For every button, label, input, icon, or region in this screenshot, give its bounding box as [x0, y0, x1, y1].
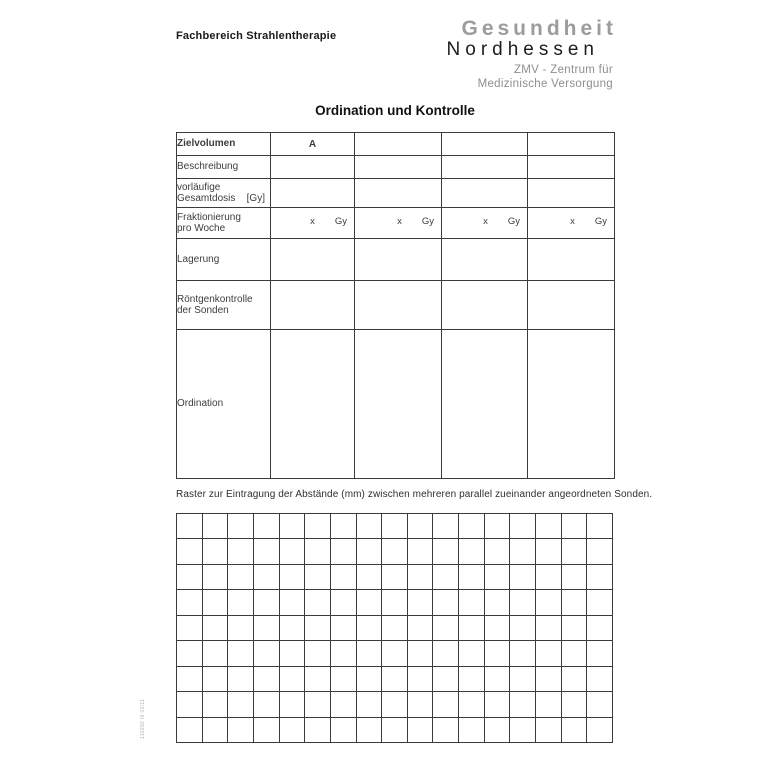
zielvolumen-label: Zielvolumen — [177, 133, 271, 156]
raster-cell — [331, 539, 357, 564]
raster-caption: Raster zur Eintragung der Abstände (mm) zwischen mehreren parallel zueinander angeordneten Sonden. — [176, 489, 653, 500]
ordination-table — [176, 132, 615, 479]
raster-cell — [177, 616, 203, 641]
raster-cell — [280, 590, 306, 615]
raster-cell — [254, 718, 280, 743]
raster-cell — [510, 692, 536, 717]
raster-cell — [587, 718, 613, 743]
raster-cell — [203, 616, 229, 641]
ordination-cell-b — [355, 330, 442, 479]
gesamtdosis-cell-d — [528, 179, 615, 208]
raster-cell — [536, 616, 562, 641]
raster-cell — [459, 565, 485, 590]
raster-cell — [254, 692, 280, 717]
raster-cell — [203, 565, 229, 590]
raster-cell — [228, 514, 254, 539]
raster-cell — [587, 641, 613, 666]
raster-cell — [510, 565, 536, 590]
raster-cell — [459, 692, 485, 717]
raster-cell — [228, 590, 254, 615]
row-ordination — [177, 330, 615, 479]
roentgenkontrolle-label — [177, 281, 271, 330]
raster-cell — [459, 667, 485, 692]
raster-cell — [357, 692, 383, 717]
raster-cell — [280, 514, 306, 539]
raster-cell — [228, 641, 254, 666]
raster-cell — [254, 641, 280, 666]
raster-cell — [485, 641, 511, 666]
raster-cell — [331, 641, 357, 666]
raster-cell — [331, 692, 357, 717]
raster-cell — [510, 718, 536, 743]
raster-cell — [433, 565, 459, 590]
raster-cell — [433, 718, 459, 743]
raster-cell — [408, 565, 434, 590]
raster-cell — [459, 616, 485, 641]
raster-cell — [305, 514, 331, 539]
raster-grid — [176, 513, 613, 743]
beschreibung-cell-d — [528, 156, 615, 179]
raster-cell — [485, 616, 511, 641]
raster-cell — [177, 514, 203, 539]
logo-nordhessen: Nordhessen — [446, 39, 599, 61]
raster-cell — [305, 565, 331, 590]
gesamtdosis-cell-b — [355, 179, 442, 208]
raster-cell — [382, 718, 408, 743]
raster-cell — [433, 616, 459, 641]
raster-cell — [228, 692, 254, 717]
fraktionierung-label-line1: Fraktionierung — [177, 211, 241, 223]
raster-cell — [382, 539, 408, 564]
raster-cell — [562, 590, 588, 615]
frak-x-label-b: x — [397, 215, 402, 227]
raster-cell — [382, 641, 408, 666]
logo-zmv-line: ZMV - Zentrum für — [513, 63, 613, 76]
gesamtdosis-label-line2 — [177, 193, 270, 205]
raster-cell — [408, 692, 434, 717]
raster-cell — [536, 565, 562, 590]
roentgenkontrolle-cell-d — [528, 281, 615, 330]
raster-cell — [587, 590, 613, 615]
raster-cell — [357, 718, 383, 743]
lagerung-cell-c — [442, 239, 528, 281]
row-gesamtdosis — [177, 179, 615, 208]
raster-cell — [280, 565, 306, 590]
frak-gy-label-d: Gy — [594, 215, 607, 227]
row-zielvolumen — [177, 133, 615, 156]
raster-cell — [254, 539, 280, 564]
raster-cell — [305, 590, 331, 615]
frak-gy-label-c: Gy — [507, 215, 520, 227]
ordination-label: Ordination — [177, 330, 271, 479]
lagerung-cell-a — [271, 239, 355, 281]
raster-cell — [305, 641, 331, 666]
raster-cell — [459, 641, 485, 666]
raster-cell — [408, 667, 434, 692]
ordination-cell-c — [442, 330, 528, 479]
raster-cell — [485, 590, 511, 615]
raster-cell — [331, 514, 357, 539]
raster-cell — [228, 565, 254, 590]
raster-cell — [536, 718, 562, 743]
raster-cell — [510, 641, 536, 666]
frak-gy-label-b: Gy — [421, 215, 434, 227]
raster-cell — [254, 616, 280, 641]
raster-cell — [280, 718, 306, 743]
roentgenkontrolle-cell-b — [355, 281, 442, 330]
beschreibung-cell-c — [442, 156, 528, 179]
raster-cell — [382, 565, 408, 590]
raster-cell — [382, 514, 408, 539]
raster-cell — [536, 692, 562, 717]
gesamtdosis-unit: [Gy] — [246, 193, 265, 204]
raster-cell — [485, 667, 511, 692]
raster-cell — [254, 590, 280, 615]
logo-versorgung-line: Medizinische Versorgung — [477, 78, 613, 90]
raster-cell — [485, 539, 511, 564]
raster-cell — [357, 590, 383, 615]
roentgenkontrolle-cell-c — [442, 281, 528, 330]
raster-cell — [331, 565, 357, 590]
raster-cell — [305, 616, 331, 641]
gesamtdosis-cell-c — [442, 179, 528, 208]
raster-cell — [510, 667, 536, 692]
raster-cell — [485, 718, 511, 743]
form-title: Ordination und Kontrolle — [315, 103, 475, 118]
raster-cell — [562, 616, 588, 641]
raster-cell — [203, 667, 229, 692]
raster-cell — [203, 641, 229, 666]
raster-cell — [203, 539, 229, 564]
raster-cell — [587, 539, 613, 564]
raster-cell — [177, 641, 203, 666]
raster-cell — [536, 514, 562, 539]
raster-cell — [587, 514, 613, 539]
logo-gesundheit: Gesundheit — [461, 17, 617, 40]
raster-cell — [203, 692, 229, 717]
raster-cell — [536, 590, 562, 615]
raster-cell — [280, 641, 306, 666]
zielvolumen-cell-d — [528, 133, 615, 156]
raster-cell — [228, 616, 254, 641]
raster-cell — [485, 565, 511, 590]
raster-cell — [587, 692, 613, 717]
raster-cell — [305, 539, 331, 564]
raster-cell — [203, 590, 229, 615]
raster-cell — [587, 667, 613, 692]
frak-x-label-d: x — [570, 215, 575, 227]
raster-cell — [357, 667, 383, 692]
zielvolumen-cell-a: A — [271, 133, 355, 156]
raster-cell — [382, 616, 408, 641]
row-beschreibung — [177, 156, 615, 179]
raster-cell — [177, 565, 203, 590]
raster-cell — [485, 514, 511, 539]
raster-cell — [562, 718, 588, 743]
raster-cell — [562, 692, 588, 717]
raster-cell — [177, 590, 203, 615]
raster-cell — [177, 539, 203, 564]
lagerung-label: Lagerung — [177, 239, 271, 281]
raster-cell — [254, 667, 280, 692]
fraktionierung-label — [177, 208, 271, 239]
raster-cell — [408, 616, 434, 641]
raster-cell — [382, 692, 408, 717]
gesamtdosis-label — [177, 179, 271, 208]
roentgenkontrolle-label-line2: der Sonden — [177, 305, 229, 316]
gesamtdosis-word: Gesamtdosis — [177, 193, 236, 204]
raster-cell — [536, 539, 562, 564]
raster-cell — [562, 565, 588, 590]
raster-cell — [382, 667, 408, 692]
raster-cell — [254, 514, 280, 539]
raster-cell — [562, 514, 588, 539]
raster-cell — [203, 718, 229, 743]
raster-cell — [357, 565, 383, 590]
ordination-cell-d — [528, 330, 615, 479]
roentgenkontrolle-label-line1: Röntgenkontrolle — [177, 293, 253, 305]
zielvolumen-cell-c — [442, 133, 528, 156]
row-fraktionierung — [177, 208, 615, 239]
raster-cell — [357, 616, 383, 641]
raster-cell — [408, 590, 434, 615]
raster-cell — [331, 667, 357, 692]
raster-cell — [562, 667, 588, 692]
raster-cell — [408, 641, 434, 666]
raster-cell — [357, 514, 383, 539]
raster-cell — [433, 514, 459, 539]
raster-cell — [536, 667, 562, 692]
raster-cell — [536, 641, 562, 666]
raster-cell — [433, 641, 459, 666]
gesamtdosis-cell-a — [271, 179, 355, 208]
raster-cell — [254, 565, 280, 590]
beschreibung-label: Beschreibung — [177, 156, 271, 179]
raster-cell — [280, 616, 306, 641]
raster-cell — [408, 718, 434, 743]
fraktionierung-label-line2: pro Woche — [177, 223, 226, 234]
beschreibung-cell-b — [355, 156, 442, 179]
raster-cell — [280, 667, 306, 692]
raster-cell — [280, 692, 306, 717]
raster-cell — [382, 590, 408, 615]
company-logo — [446, 17, 617, 91]
raster-cell — [203, 514, 229, 539]
raster-cell — [433, 590, 459, 615]
raster-cell — [459, 590, 485, 615]
ordination-cell-a — [271, 330, 355, 479]
raster-cell — [562, 539, 588, 564]
raster-cell — [510, 539, 536, 564]
raster-cell — [459, 539, 485, 564]
fraktionierung-cell-a — [271, 208, 355, 239]
lagerung-cell-d — [528, 239, 615, 281]
raster-cell — [305, 692, 331, 717]
roentgenkontrolle-cell-a — [271, 281, 355, 330]
raster-cell — [228, 718, 254, 743]
fraktionierung-cell-b — [355, 208, 442, 239]
raster-cell — [177, 667, 203, 692]
raster-cell — [459, 718, 485, 743]
fraktionierung-cell-d — [528, 208, 615, 239]
gesamtdosis-label-line1: vorläufige — [177, 181, 221, 193]
department-title: Fachbereich Strahlentherapie — [176, 30, 337, 42]
raster-cell — [459, 514, 485, 539]
raster-cell — [485, 692, 511, 717]
raster-cell — [408, 514, 434, 539]
raster-cell — [433, 692, 459, 717]
raster-cell — [587, 616, 613, 641]
zielvolumen-cell-b — [355, 133, 442, 156]
frak-gy-label-a: Gy — [334, 215, 347, 227]
raster-cell — [433, 539, 459, 564]
row-roentgenkontrolle — [177, 281, 615, 330]
raster-cell — [357, 641, 383, 666]
raster-cell — [510, 616, 536, 641]
raster-cell — [228, 539, 254, 564]
raster-cell — [177, 692, 203, 717]
raster-cell — [305, 667, 331, 692]
raster-cell — [357, 539, 383, 564]
frak-x-label-c: x — [483, 215, 488, 227]
raster-cell — [305, 718, 331, 743]
raster-cell — [280, 539, 306, 564]
raster-cell — [331, 590, 357, 615]
raster-cell — [408, 539, 434, 564]
raster-cell — [433, 667, 459, 692]
raster-cell — [177, 718, 203, 743]
print-code: 110292 III 02/11 — [140, 698, 146, 739]
raster-cell — [510, 514, 536, 539]
frak-x-label-a: x — [310, 215, 315, 227]
lagerung-cell-b — [355, 239, 442, 281]
fraktionierung-cell-c — [442, 208, 528, 239]
raster-cell — [587, 565, 613, 590]
beschreibung-cell-a — [271, 156, 355, 179]
raster-cell — [331, 616, 357, 641]
raster-cell — [510, 590, 536, 615]
row-lagerung — [177, 239, 615, 281]
raster-cell — [331, 718, 357, 743]
raster-cell — [228, 667, 254, 692]
raster-cell — [562, 641, 588, 666]
